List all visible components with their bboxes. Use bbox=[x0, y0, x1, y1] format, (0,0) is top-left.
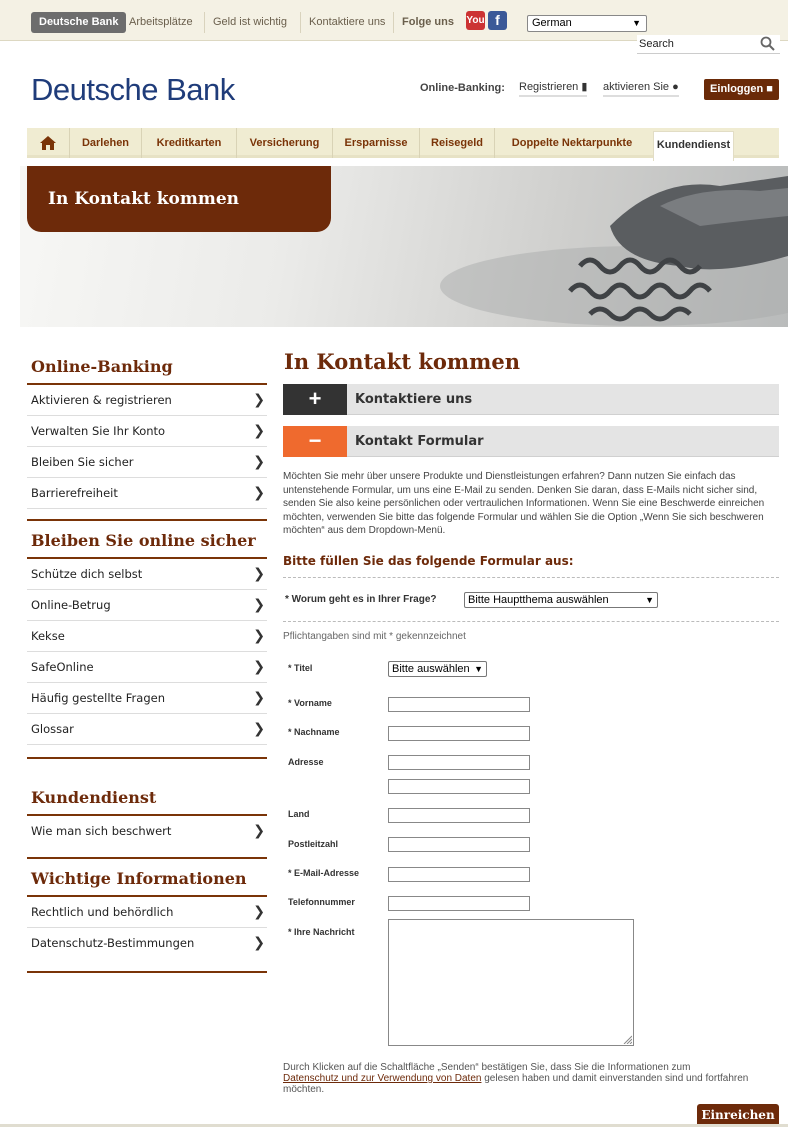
zip-field[interactable] bbox=[388, 837, 530, 852]
sidebar-item[interactable] bbox=[27, 928, 267, 959]
nav-item-kreditkarten[interactable]: Kreditkarten bbox=[141, 128, 236, 158]
register-link[interactable] bbox=[519, 80, 587, 97]
login-label: Einloggen bbox=[710, 83, 764, 95]
phone-field[interactable] bbox=[388, 896, 530, 911]
sidebar-item-label: Datenschutz-Bestimmungen bbox=[31, 936, 195, 950]
sidebar-item-label: Barrierefreiheit bbox=[31, 486, 118, 500]
country-label: Land bbox=[288, 809, 310, 819]
zip-label: Postleitzahl bbox=[288, 839, 339, 849]
chevron-right-icon: ❯ bbox=[253, 659, 265, 675]
lastname-field[interactable] bbox=[388, 726, 530, 741]
lock-icon: ■ bbox=[766, 83, 773, 95]
nav-item-ersparnisse[interactable]: Ersparnisse bbox=[332, 128, 419, 158]
divider bbox=[27, 519, 267, 521]
sidebar-item[interactable] bbox=[27, 621, 267, 652]
disclaimer bbox=[283, 1062, 779, 1095]
email-field[interactable] bbox=[388, 867, 530, 882]
sidebar-item-label: Häufig gestellte Fragen bbox=[31, 691, 165, 705]
online-banking-label: Online-Banking: bbox=[420, 82, 505, 94]
activate-link[interactable] bbox=[603, 80, 679, 97]
sidebar-item-label: SafeOnline bbox=[31, 660, 94, 674]
sidebar-item[interactable] bbox=[27, 416, 267, 447]
chevron-right-icon: ❯ bbox=[253, 904, 265, 920]
sidebar-heading: Bleiben Sie online sicher bbox=[27, 526, 267, 559]
device-icon: ▮ bbox=[581, 81, 588, 93]
accordion-label: Kontakt Formular bbox=[355, 434, 484, 449]
message-textarea[interactable] bbox=[388, 919, 634, 1046]
divider bbox=[27, 857, 267, 859]
login-button[interactable] bbox=[704, 79, 779, 100]
divider bbox=[27, 971, 267, 973]
accordion-contact-form[interactable] bbox=[283, 426, 779, 457]
accordion-label: Kontaktiere uns bbox=[355, 392, 473, 407]
topbar-link-contact[interactable]: Kontaktiere uns bbox=[300, 12, 393, 33]
sidebar-item[interactable] bbox=[27, 590, 267, 621]
topic-select-value: Bitte Hauptthema auswählen bbox=[468, 594, 609, 606]
sidebar-section-important-info bbox=[27, 864, 267, 973]
home-nav-item[interactable] bbox=[27, 128, 69, 158]
youtube-icon[interactable]: You bbox=[466, 11, 485, 30]
facebook-icon[interactable]: f bbox=[488, 11, 507, 30]
sidebar-item[interactable] bbox=[27, 816, 267, 847]
main-nav bbox=[27, 128, 779, 158]
chevron-right-icon: ❯ bbox=[253, 566, 265, 582]
language-select[interactable] bbox=[527, 15, 647, 32]
country-field[interactable] bbox=[388, 808, 530, 823]
minus-icon: − bbox=[283, 426, 347, 457]
register-label: Registrieren bbox=[519, 81, 579, 93]
language-value: German bbox=[532, 17, 572, 29]
sidebar-section-online-banking bbox=[27, 352, 267, 521]
sidebar-heading: Wichtige Informationen bbox=[27, 864, 267, 897]
address-field-1[interactable] bbox=[388, 755, 530, 770]
sidebar-item[interactable] bbox=[27, 714, 267, 745]
sidebar-item[interactable] bbox=[27, 897, 267, 928]
sidebar-item-label: Online-Betrug bbox=[31, 598, 111, 612]
chevron-right-icon: ❯ bbox=[253, 935, 265, 951]
nav-item-reisegeld[interactable]: Reisegeld bbox=[419, 128, 494, 158]
chevron-right-icon: ❯ bbox=[253, 485, 265, 501]
sidebar-item-label: Aktivieren & registrieren bbox=[31, 393, 172, 407]
sidebar-section-customer-service bbox=[27, 783, 267, 859]
sidebar-heading: Online-Banking bbox=[27, 352, 267, 385]
topbar-link-jobs[interactable]: Arbeitsplätze bbox=[129, 16, 193, 28]
disclaimer-text: Durch Klicken auf die Schaltfläche „Senden“ bestätigen Sie, dass Sie die Informationen zum bbox=[283, 1062, 691, 1073]
nav-item-versicherung[interactable]: Versicherung bbox=[236, 128, 332, 158]
intro-text: Möchten Sie mehr über unsere Produkte und Dienstleistungen erfahren? Dann nutzen Sie einfach das untenstehende Formular, um uns eine E-Mail zu senden. Denken Sie daran, dass E-Mails nicht sicher sind, senden Sie also keine persönlichen oder vertraulichen Informationen. Wenn Sie eine Beschwerde einreichen möchten, verwenden Sie bitte das folgende Formular und wählen Sie die Option „Wenn Sie sich beschweren möchten“ aus dem Dropdown-Menü. bbox=[283, 471, 765, 537]
sidebar-item-label: Verwalten Sie Ihr Konto bbox=[31, 424, 166, 438]
chevron-right-icon: ❯ bbox=[253, 597, 265, 613]
chevron-down-icon: ▼ bbox=[645, 595, 654, 605]
chevron-right-icon: ❯ bbox=[253, 690, 265, 706]
chevron-right-icon: ❯ bbox=[253, 423, 265, 439]
address-field-2[interactable] bbox=[388, 779, 530, 794]
topic-select[interactable] bbox=[464, 592, 658, 608]
chevron-right-icon: ❯ bbox=[253, 721, 265, 737]
resize-grip-icon[interactable] bbox=[622, 1034, 632, 1044]
message-label: * Ihre Nachricht bbox=[288, 927, 355, 937]
key-icon: ● bbox=[672, 81, 679, 93]
chevron-right-icon: ❯ bbox=[253, 454, 265, 470]
sidebar-item[interactable] bbox=[27, 447, 267, 478]
email-label: * E-Mail-Adresse bbox=[288, 868, 360, 878]
form-title: Bitte füllen Sie das folgende Formular aus: bbox=[283, 554, 574, 568]
sidebar-item-label: Bleiben Sie sicher bbox=[31, 455, 134, 469]
sidebar-item-label: Kekse bbox=[31, 629, 65, 643]
sidebar-item-label: Rechtlich und behördlich bbox=[31, 905, 174, 919]
topbar-link-deutsche-bank[interactable]: Deutsche Bank bbox=[31, 12, 126, 33]
divider bbox=[283, 577, 779, 578]
sidebar-item[interactable] bbox=[27, 478, 267, 509]
privacy-link[interactable]: Datenschutz und zur Verwendung von Daten bbox=[283, 1073, 482, 1084]
chevron-right-icon: ❯ bbox=[253, 628, 265, 644]
chevron-down-icon: ▼ bbox=[474, 664, 483, 674]
logo[interactable]: Deutsche Bank bbox=[31, 72, 235, 107]
search-input[interactable]: Search bbox=[637, 35, 780, 54]
topbar-link-money-matters[interactable]: Geld ist wichtig bbox=[204, 12, 295, 33]
accordion-contact-us[interactable] bbox=[283, 384, 779, 415]
follow-us-label: Folge uns bbox=[393, 12, 462, 33]
sidebar-item-label: Wie man sich beschwert bbox=[31, 824, 172, 838]
question-label: * Worum geht es in Ihrer Frage? bbox=[285, 594, 437, 605]
search-icon[interactable] bbox=[760, 36, 775, 51]
nav-item-darlehen[interactable]: Darlehen bbox=[69, 128, 141, 158]
divider bbox=[27, 757, 267, 759]
sidebar-item[interactable] bbox=[27, 683, 267, 714]
title-select[interactable] bbox=[388, 661, 487, 677]
firstname-label: * Vorname bbox=[288, 698, 332, 708]
divider bbox=[283, 621, 779, 622]
disclaimer-text-end: gelesen haben und damit einverstanden sind und fortfahren möchten. bbox=[283, 1073, 749, 1095]
sidebar-item-label: Glossar bbox=[31, 722, 74, 736]
submit-button[interactable]: Einreichen bbox=[697, 1104, 779, 1127]
title-select-value: Bitte auswählen bbox=[392, 663, 470, 675]
sidebar-section-online-safety bbox=[27, 526, 267, 759]
sidebar-heading: Kundendienst bbox=[27, 783, 267, 816]
sidebar-item[interactable] bbox=[27, 385, 267, 416]
chevron-down-icon: ▼ bbox=[632, 18, 641, 28]
sidebar-item-label: Schütze dich selbst bbox=[31, 567, 143, 581]
plus-icon: + bbox=[283, 384, 347, 415]
nav-item-kundendienst[interactable]: Kundendienst bbox=[653, 131, 734, 161]
lastname-label: * Nachname bbox=[288, 727, 340, 737]
home-icon bbox=[39, 135, 57, 151]
page-title: In Kontakt kommen bbox=[284, 349, 520, 374]
required-note: Pflichtangaben sind mit * gekennzeichnet bbox=[283, 631, 466, 642]
hero-title: In Kontakt kommen bbox=[48, 189, 240, 209]
nav-item-nektarpunkte[interactable]: Doppelte Nektarpunkte bbox=[494, 128, 649, 158]
title-label: * Titel bbox=[288, 663, 313, 673]
sidebar-item[interactable] bbox=[27, 559, 267, 590]
address-label: Adresse bbox=[288, 757, 324, 767]
chevron-right-icon: ❯ bbox=[253, 823, 265, 839]
sidebar-item[interactable] bbox=[27, 652, 267, 683]
chevron-right-icon: ❯ bbox=[253, 392, 265, 408]
firstname-field[interactable] bbox=[388, 697, 530, 712]
activate-label: aktivieren Sie bbox=[603, 81, 670, 93]
phone-label: Telefonnummer bbox=[288, 897, 355, 907]
